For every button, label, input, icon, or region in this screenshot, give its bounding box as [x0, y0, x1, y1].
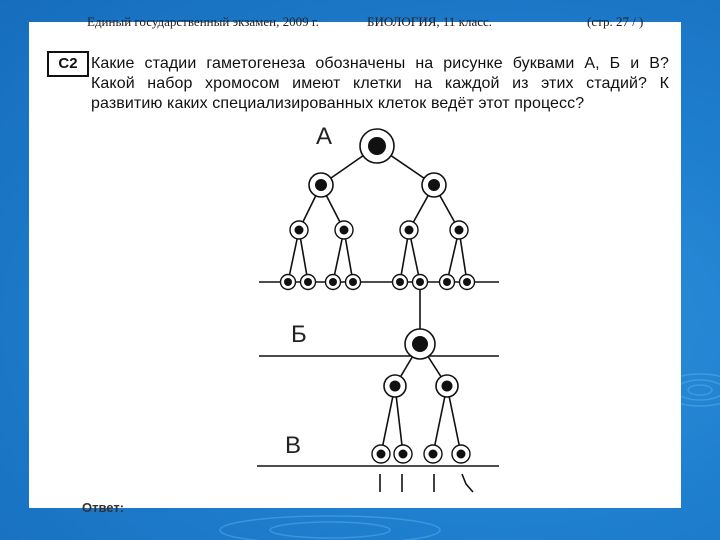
question-line-3: развитию каких специализированных клеток ведёт этот процесс?: [91, 95, 585, 112]
diagram-cells: [281, 129, 475, 463]
gametogenesis-diagram: [29, 22, 681, 508]
stage-label-c: В: [285, 432, 302, 459]
stage-label-a: А: [316, 123, 333, 150]
cell-a-level3: [290, 221, 468, 239]
question-line-1: Какие стадии гаметогенеза обозначены на рисунке буквами А, Б и В?: [91, 55, 669, 72]
cell-b: [405, 329, 435, 359]
header-page-number: (стр. 27 / ): [587, 14, 644, 29]
exam-sheet: [29, 14, 681, 515]
header-exam-title: Единый государственный экзамен, 2009 г.: [87, 14, 319, 29]
cell-c-level1: [384, 375, 458, 397]
header-subject: БИОЛОГИЯ, 11 класс.: [367, 14, 493, 29]
task-code-box: С2: [47, 51, 89, 77]
stage-label-b: Б: [291, 321, 307, 348]
answer-label: Ответ:: [82, 500, 125, 515]
cell-a-level2: [309, 173, 446, 197]
cell-a-primary: [360, 129, 394, 163]
question-line-2: Какой набор хромосом имеют клетки на каждой из этих стадий? К: [91, 75, 669, 92]
cell-c-bottom-row: [372, 445, 470, 463]
